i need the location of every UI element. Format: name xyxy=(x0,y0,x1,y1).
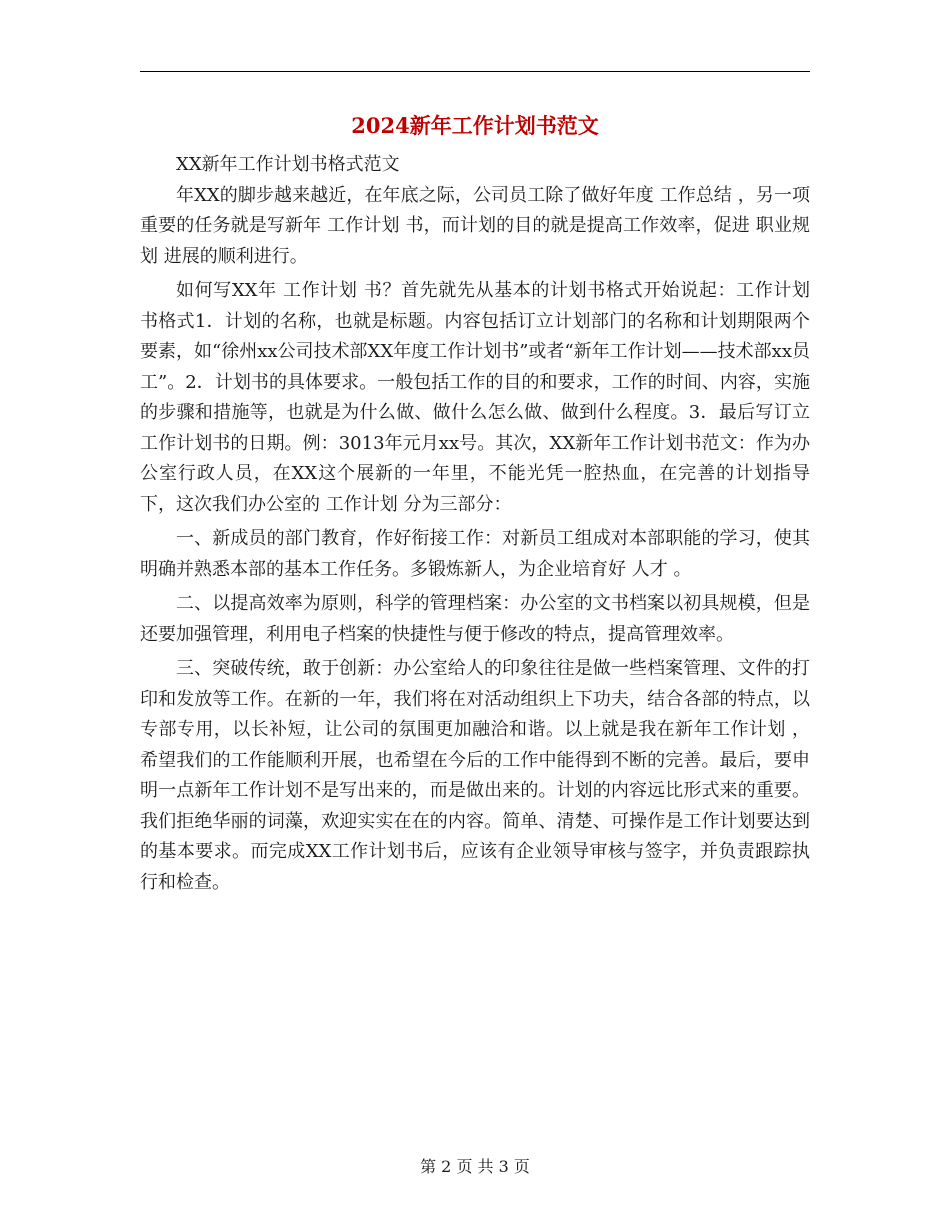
paragraph-part-two: 二、以提高效率为原则，科学的管理档案：办公室的文书档案以初具规模，但是还要加强管理，利用电子档案的快捷性与便于修改的特点，提高管理效率。 xyxy=(140,593,810,645)
document-title: 2024新年工作计划书范文 xyxy=(351,113,599,138)
paragraph-part-three: 三、突破传统，敢于创新：办公室给人的印象往往是做一些档案管理、文件的打印和发放等工作。在新的一年，我们将在对活动组织上下功夫，结合各部的特点，以专部专用，以长补短，让公司的氛围更加融洽和谐。以上就是我在新年工作计划 ，希望我们的工作能顺利开展，也希望在今后的工作中能得到不断的完善。最后，要申明一点新年工作计划不是写出来的，而是做出来的。计划的内容远比形式来的重要。我们拒绝华丽的词藻，欢迎实实在在的内容。简单、清楚、可操作是工作计划要达到的基本要求。而完成XX工作计划书后，应该有企业领导审核与签字，并负责跟踪执行和检查。 xyxy=(140,658,810,893)
document-subheading: XX新年工作计划书格式范文 xyxy=(176,154,400,175)
header-rule xyxy=(140,71,810,72)
paragraph-part-one: 一、新成员的部门教育，作好衔接工作：对新员工组成对本部职能的学习，使其明确并熟悉本部的基本工作任务。多锻炼新人，为企业培育好 人才 。 xyxy=(140,528,810,580)
paragraph-format: 如何写XX年 工作计划 书？首先就先从基本的计划书格式开始说起：工作计划 书格式1．计划的名称，也就是标题。内容包括订立计划部门的名称和计划期限两个要素，如“徐州xx公司技术部XX年度工作计划书”或者“新年工作计划——技术部xx员工”。2．计划书的具体要求。一般包括工作的目的和要求，工作的时间、内容，实施的步骤和措施等，也就是为什么做、做什么怎么做、做到什么程度。3．最后写订立工作计划书的日期。例：3013年元月xx号。其次，XX新年工作计划书范文：作为办公室行政人员，在XX这个展新的一年里，不能光凭一腔热血，在完善的计划指导下，这次我们办公室的 工作计划 分为三部分： xyxy=(140,280,810,515)
paragraph-intro: 年XX的脚步越来越近，在年底之际，公司员工除了做好年度 工作总结 ，另一项重要的任务就是写新年 工作计划 书，而计划的目的就是提高工作效率，促进 职业规划 进展的顺利进行。 xyxy=(140,184,810,267)
page-footer: 第 2 页 共 3 页 xyxy=(420,1157,530,1176)
document-body xyxy=(140,150,810,902)
